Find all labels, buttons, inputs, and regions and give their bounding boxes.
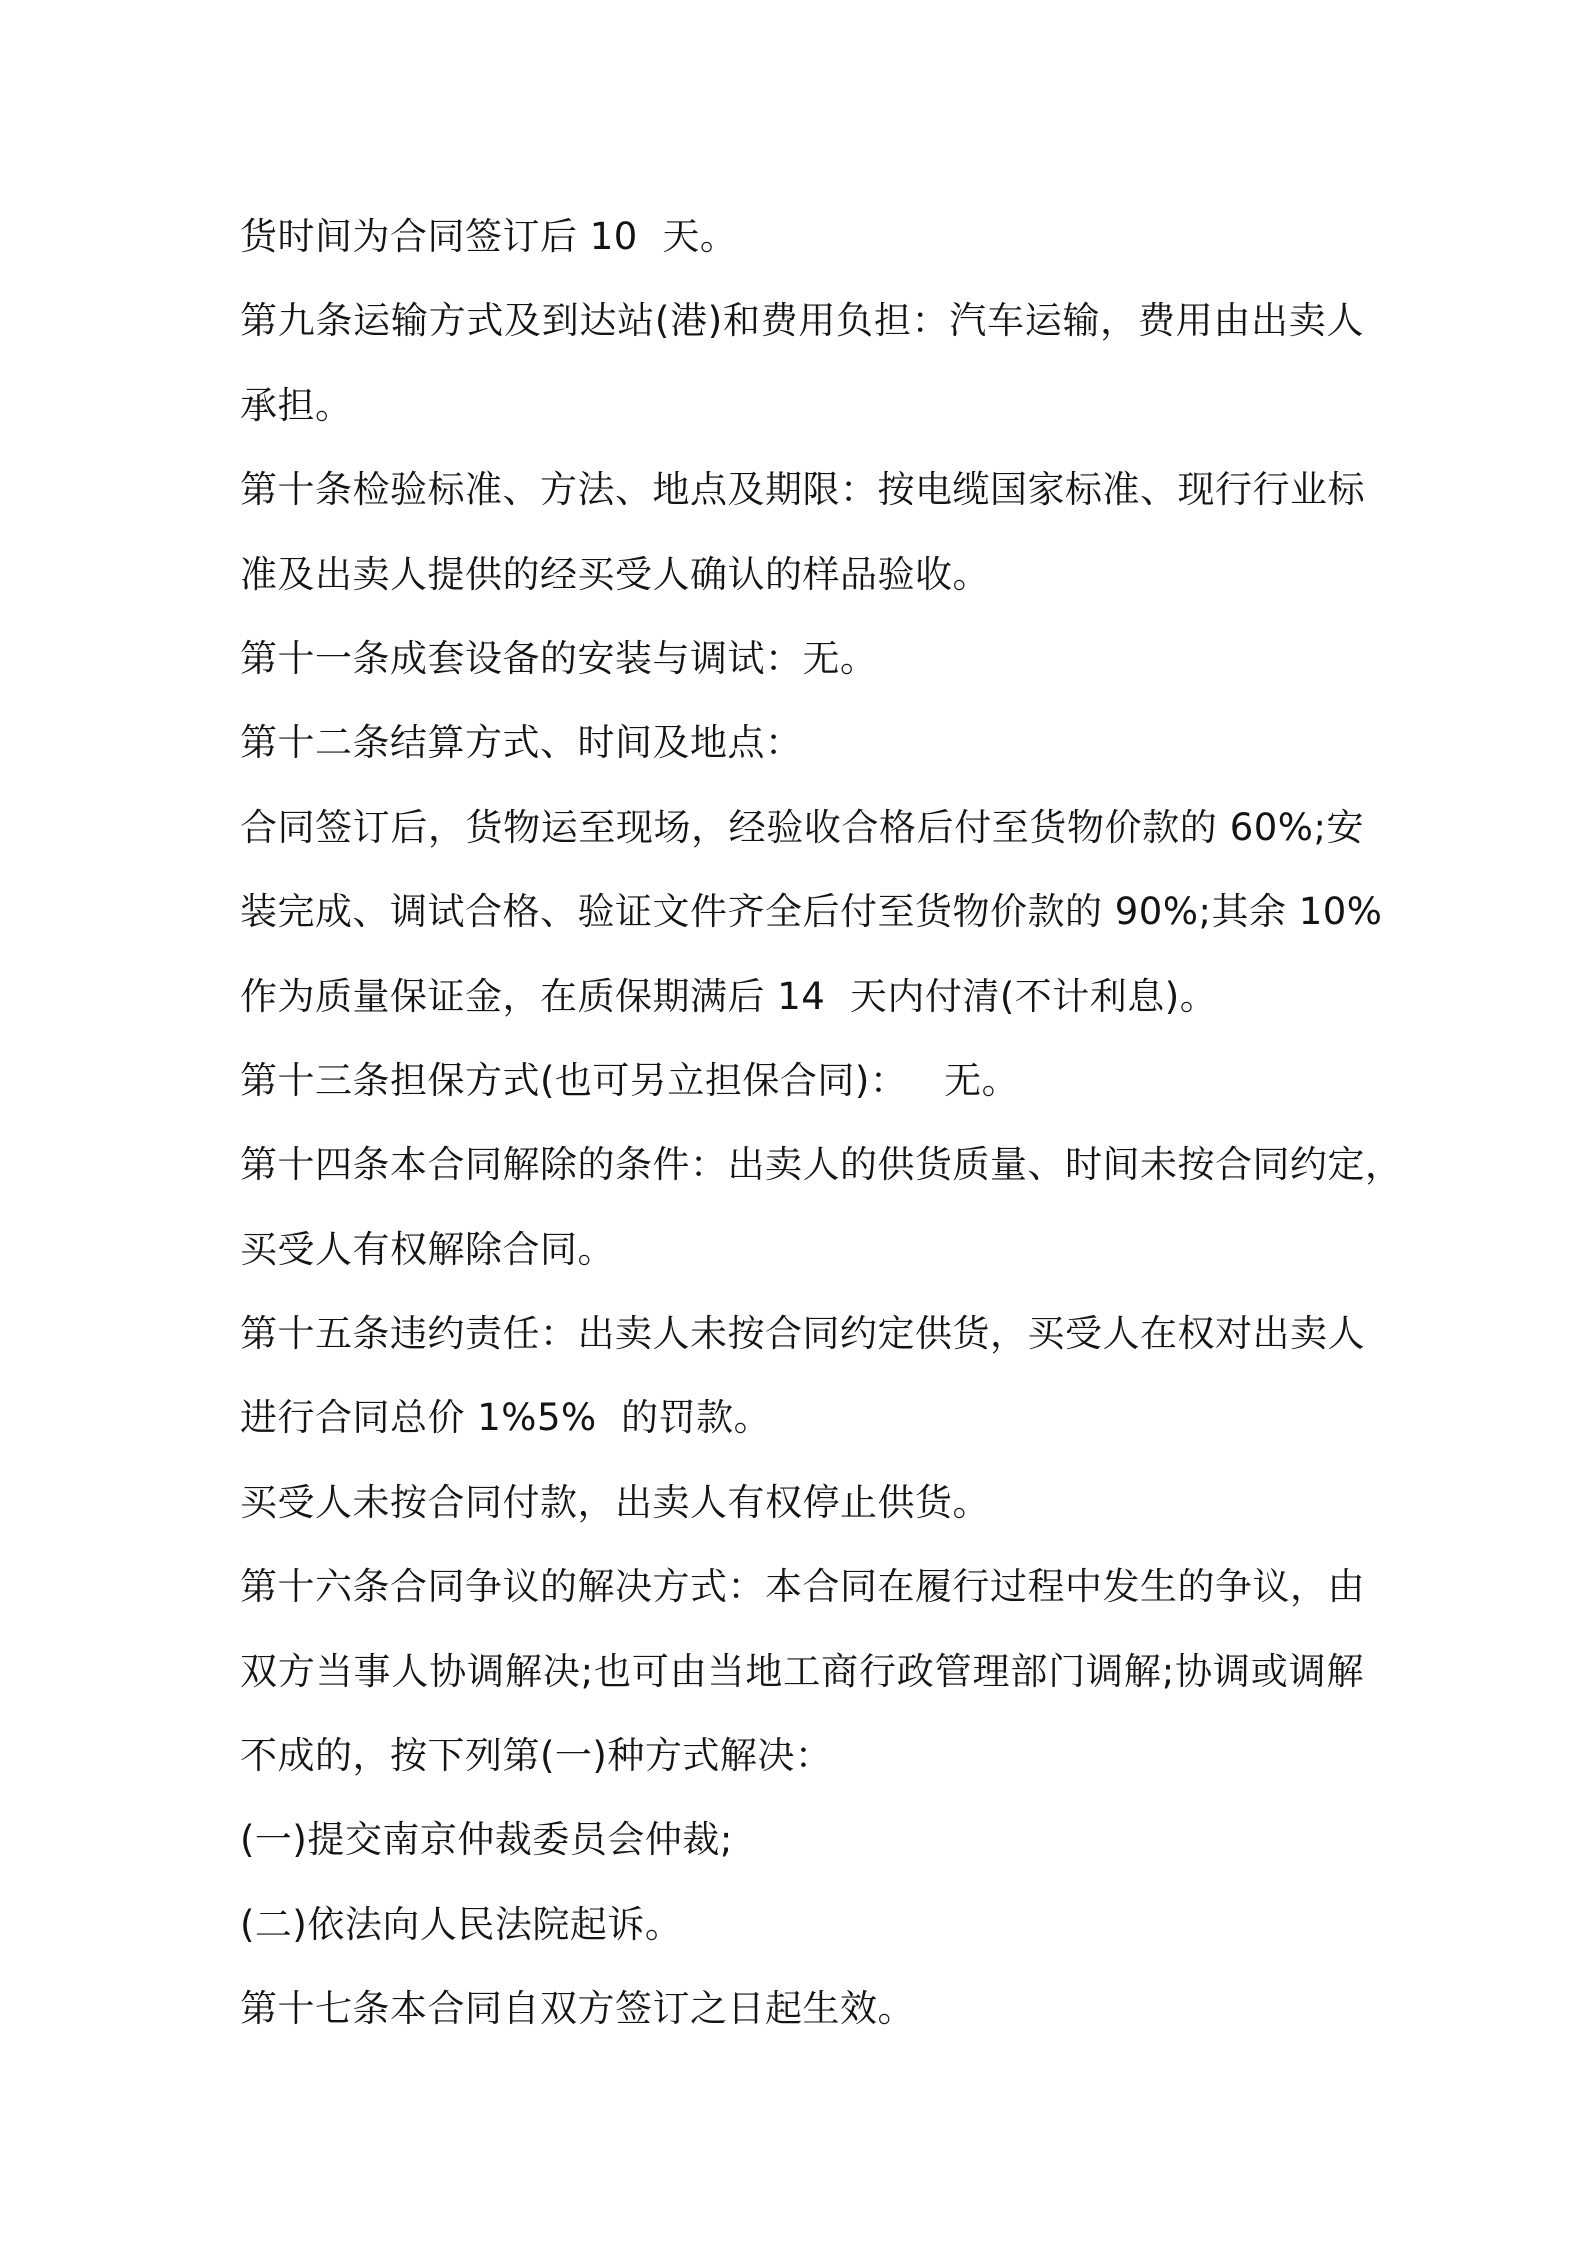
text-line-payment-1: 合同签订后，货物运至现场，经验收合格后付至货物价款的 60%;安 (240, 805, 1364, 849)
text-line-article-12: 第十二条结算方式、时间及地点： (240, 721, 803, 765)
text-line-article-10: 第十条检验标准、方法、地点及期限：按电缆国家标准、现行行业标 (240, 468, 1365, 512)
text-line-article-9: 第九条运输方式及到达站(港)和费用负担：汽车运输，费用由出卖人 (240, 299, 1364, 343)
text-line-buyer-payment: 买受人未按合同付款，出卖人有权停止供货。 (240, 1480, 990, 1524)
text-line-article-15-cont: 进行合同总价 1%5% 的罚款。 (240, 1396, 772, 1440)
text-line-article-14: 第十四条本合同解除的条件：出卖人的供货质量、时间未按合同约定， (240, 1143, 1403, 1187)
text-line-article-14-cont: 买受人有权解除合同。 (240, 1227, 615, 1271)
text-line-article-16-cont: 双方当事人协调解决;也可由当地工商行政管理部门调解;协调或调解 (240, 1649, 1364, 1693)
text-line-option-1: (一)提交南京仲裁委员会仲裁; (240, 1818, 733, 1862)
text-line-article-16-cont-2: 不成的，按下列第(一)种方式解决： (240, 1734, 833, 1778)
text-line-option-2: (二)依法向人民法院起诉。 (240, 1902, 683, 1946)
text-line-article-13: 第十三条担保方式(也可另立担保合同)： 无。 (240, 1058, 1020, 1102)
text-line-article-10-cont: 准及出卖人提供的经买受人确认的样品验收。 (240, 552, 990, 596)
text-line-article-11: 第十一条成套设备的安装与调试：无。 (240, 636, 878, 680)
text-line-article-9-cont: 承担。 (240, 383, 353, 427)
text-line-article-16: 第十六条合同争议的解决方式：本合同在履行过程中发生的争议，由 (240, 1565, 1365, 1609)
text-line-article-15: 第十五条违约责任：出卖人未按合同约定供货，买受人在权对出卖人 (240, 1312, 1365, 1356)
text-line-payment-2: 装完成、调试合格、验证文件齐全后付至货物价款的 90%;其余 10% (240, 890, 1383, 934)
contract-text-body (240, 195, 1403, 2052)
text-line-delivery-time: 货时间为合同签订后 10 天。 (240, 215, 738, 258)
text-line-article-17: 第十七条本合同自双方签订之日起生效。 (240, 1987, 915, 2031)
text-line-payment-3: 作为质量保证金，在质保期满后 14 天内付清(不计利息)。 (240, 974, 1218, 1018)
